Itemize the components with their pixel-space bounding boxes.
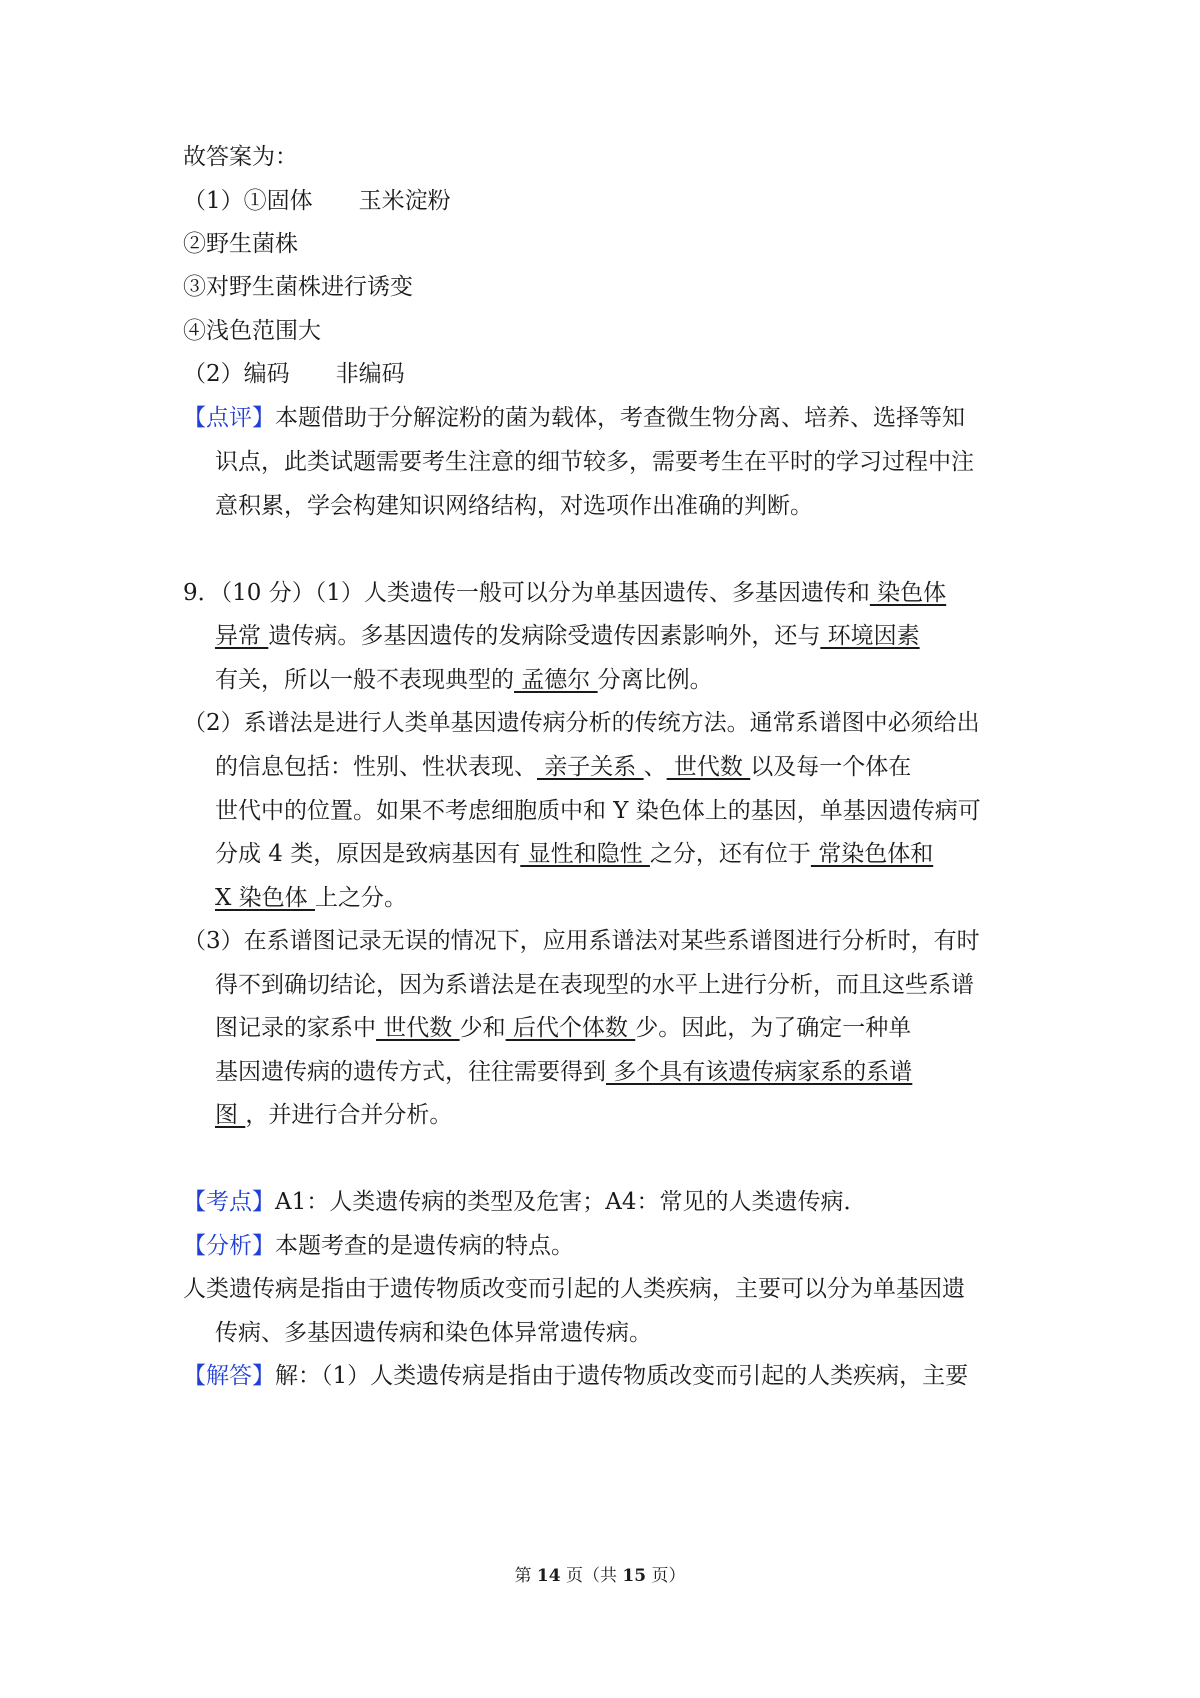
q9-p3-line-4: 基因遗传病的遗传方式，往往需要得到 多个具有该遗传病家系的系谱 [215,1059,913,1085]
q9-p3-line-1: （3）在系谱图记录无误的情况下，应用系谱法对某些系谱图进行分析时，有时 [183,928,980,954]
blank-answer: 多个具有该遗传病家系的系谱 [606,1059,913,1085]
q9-p3-line-3: 图记录的家系中 世代数 少和 后代个体数 少。因此，为了确定一种单 [215,1015,912,1041]
page-total: 15 [622,1566,647,1586]
q9-p3-line-5: 图 ，并进行合并分析。 [215,1102,453,1128]
kaodian-tag: 考点 [206,1189,252,1215]
q9-p2-line-1: （2）系谱法是进行人类单基因遗传病分析的传统方法。通常系谱图中必须给出 [183,710,980,736]
answer-line-2: ②野生菌株 [183,231,298,257]
answer-intro: 故答案为： [183,144,298,170]
q9-line-3: 有关，所以一般不表现典型的 孟德尔 分离比例。 [215,667,713,693]
answer-line-3: ③对野生菌株进行诱变 [183,274,413,300]
blank-answer: 世代数 [376,1015,460,1041]
q9-p2-line-2: 的信息包括：性别、性状表现、 亲子关系 、 世代数 以及每一个体在 [215,754,912,780]
q9-line-2: 异常 遗传病。多基因遗传的发病除受遗传因素影响外，还与 环境因素 [215,623,920,649]
blank-answer: 环境因素 [820,623,920,649]
kaodian-line: 【考点】A1：人类遗传病的类型及危害；A4：常见的人类遗传病． [183,1189,867,1215]
page-footer: 第 14 页（共 15 页） [514,1566,686,1586]
answer-line-1: （1）①固体 玉米淀粉 [183,188,451,214]
blank-answer: 显性和隐性 [520,841,650,867]
answer-line-4: ④浅色范围大 [183,318,321,344]
q9-p3-line-2: 得不到确切结论，因为系谱法是在表现型的水平上进行分析，而且这些系谱 [215,972,974,998]
q9-p2-line-3: 世代中的位置。如果不考虑细胞质中和 Y 染色体上的基因，单基因遗传病可 [215,798,981,824]
blank-answer: 孟德尔 [514,667,598,693]
answer-line-5: （2）编码 非编码 [183,361,405,387]
q9-p2-line-4: 分成 4 类，原因是致病基因有 显性和隐性 之分，还有位于 常染色体和 [215,841,934,867]
comment-line-3: 意积累，学会构建知识网络结构，对选项作出准确的判断。 [215,493,813,519]
blank-answer: 染色体 [869,580,947,606]
blank-answer: 常染色体和 [810,841,934,867]
comment-line-1: 【点评】本题借助于分解淀粉的菌为载体，考查微生物分离、培养、选择等知 [183,405,965,431]
comment-tag: 点评 [206,405,252,431]
blank-answer: 后代个体数 [505,1015,636,1041]
blank-answer: X 染色体 [215,885,315,911]
comment-line-2: 识点，此类试题需要考生注意的细节较多，需要考生在平时的学习过程中注 [215,449,974,475]
fenxi-line: 【分析】本题考查的是遗传病的特点。 [183,1233,574,1259]
analysis-body-line-1: 人类遗传病是指由于遗传物质改变而引起的人类疾病，主要可以分为单基因遗 [183,1276,965,1302]
page-number: 14 [536,1566,561,1586]
jieda-line: 【解答】解：（1）人类遗传病是指由于遗传物质改变而引起的人类疾病，主要 [183,1363,969,1389]
blank-answer: 亲子关系 [537,754,644,780]
fenxi-tag: 分析 [206,1233,252,1259]
jieda-tag: 解答 [206,1363,252,1389]
analysis-body-line-2: 传病、多基因遗传病和染色体异常遗传病。 [215,1320,652,1346]
q9-line-1: 9．（10 分）（1）人类遗传一般可以分为单基因遗传、多基因遗传和 染色体 [183,580,947,606]
blank-answer: 异常 [215,623,269,649]
blank-answer: 世代数 [666,754,751,780]
q9-p2-line-5: X 染色体 上之分。 [215,885,407,911]
blank-answer: 图 [215,1102,246,1128]
